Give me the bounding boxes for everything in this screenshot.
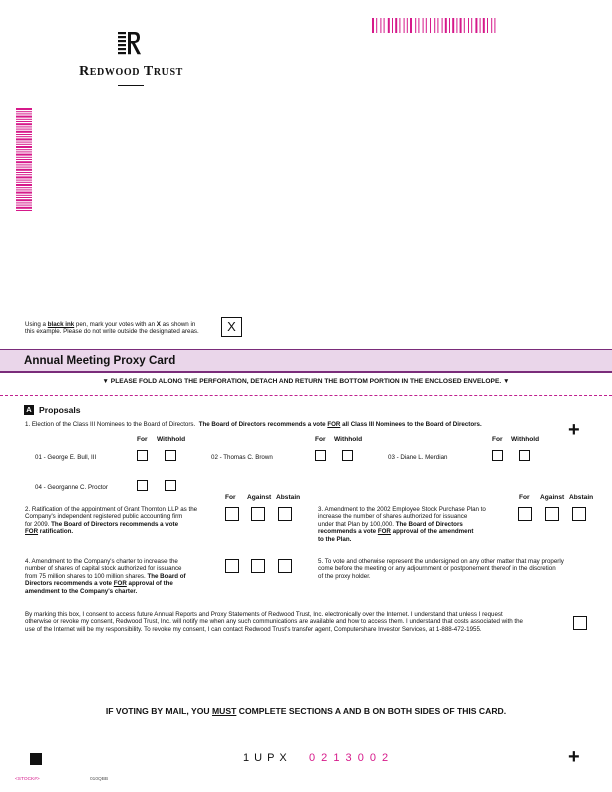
proposal-5-text: 5. To vote and otherwise represent the undersigned on any other matter that may properly come before the meeting or any adjournment or postponement thereof in the discretion of the proxy holder. xyxy=(318,558,564,580)
nominee-02-withhold-checkbox[interactable] xyxy=(342,450,353,461)
nominee-03-for-checkbox[interactable] xyxy=(492,450,503,461)
nominee-name: 03 - Diane L. Merdian xyxy=(388,454,448,461)
mail-notice: IF VOTING BY MAIL, YOU MUST COMPLETE SECTIONS A AND B ON BOTH SIDES OF THIS CARD. xyxy=(105,706,507,716)
col-for-label: For xyxy=(519,494,530,501)
company-logo xyxy=(60,30,202,88)
control-number: 0 2 1 3 0 0 2 xyxy=(309,752,390,764)
plus-icon: + xyxy=(568,419,580,441)
title-band xyxy=(0,349,612,373)
example-mark-box xyxy=(221,317,242,337)
col-for-label: For xyxy=(225,494,236,501)
proposal-4-abstain-checkbox[interactable] xyxy=(278,559,292,573)
col-for-label: For xyxy=(137,436,148,443)
nominee-name: 02 - Thomas C. Brown xyxy=(211,454,273,461)
col-withhold-label: Withhold xyxy=(511,436,540,443)
proposal-4-for-checkbox[interactable] xyxy=(225,559,239,573)
logo-rule xyxy=(118,85,144,86)
nominee-02-for-checkbox[interactable] xyxy=(315,450,326,461)
section-title: Proposals xyxy=(39,405,81,415)
proposal-4-text: 4. Amendment to the Company's charter to increase the number of shares of capital stock authorized for issuance from 75 million shares to 100 million shares. The Board of Directors recommends a vote FOR approval of the amendment to the Company's charter. xyxy=(25,558,186,595)
nominee-01-for-checkbox[interactable] xyxy=(137,450,148,461)
electronic-consent-checkbox[interactable] xyxy=(573,616,587,630)
proposal-3-text: 3. Amendment to the 2002 Employee Stock Purchase Plan to increase the number of shares authorized for issuance under that Plan by 100,000. The Board of Directors recommends a vote FOR approval of the amendment to the Plan. xyxy=(318,506,486,543)
form-code: 1 U P X xyxy=(243,752,288,764)
col-withhold-label: Withhold xyxy=(334,436,363,443)
logo-mark-icon xyxy=(118,30,144,56)
proposal-3-for-checkbox[interactable] xyxy=(518,507,532,521)
proposal-2-against-checkbox[interactable] xyxy=(251,507,265,521)
col-abstain-label: Abstain xyxy=(276,494,301,501)
registration-mark xyxy=(30,753,42,765)
down-arrow-icon: ▼ xyxy=(102,378,109,385)
col-for-label: For xyxy=(492,436,503,443)
job-code: 010QBB xyxy=(90,777,109,782)
col-withhold-label: Withhold xyxy=(157,436,186,443)
top-barcode xyxy=(372,18,540,33)
col-abstain-label: Abstain xyxy=(569,494,594,501)
section-badge: A xyxy=(24,405,34,415)
side-barcode xyxy=(16,108,32,212)
electronic-consent-text: By marking this box, I consent to access future Annual Reports and Proxy Statements of Redwood Trust, Inc. electronically over the Internet. I understand that unless I request otherwise or revoke my consent, Redwood Trust, Inc. will notify me when any such communications are available and how to access them. I understand that costs associated with the use of the Internet will be my responsibility. To revoke my consent, I can contact Redwood Trust's transfer agent, Computershare Investor Services, at 1-888-472-1955. xyxy=(25,611,523,633)
proposal-3-abstain-checkbox[interactable] xyxy=(572,507,586,521)
nominee-name: 04 - Georganne C. Proctor xyxy=(35,484,108,491)
company-name: Redwood Trust xyxy=(79,64,183,79)
page-title: Annual Meeting Proxy Card xyxy=(24,354,176,367)
nominee-name: 01 - George E. Bull, III xyxy=(35,454,97,461)
proposal-1-text: 1. Election of the Class III Nominees to the Board of Directors. The Board of Directors recommends a vote FOR all Class III Nominees to the Board of Directors. xyxy=(25,421,482,428)
col-against-label: Against xyxy=(540,494,565,501)
plus-icon: + xyxy=(568,746,580,768)
col-against-label: Against xyxy=(247,494,272,501)
nominee-04-for-checkbox[interactable] xyxy=(137,480,148,491)
proposal-2-for-checkbox[interactable] xyxy=(225,507,239,521)
example-mark: X xyxy=(227,319,236,334)
proposal-2-abstain-checkbox[interactable] xyxy=(278,507,292,521)
ink-instructions: Using a black ink pen, mark your votes with an X as shown in this example. Please do not write outside the designated areas. xyxy=(25,321,199,336)
proposal-2-text: 2. Ratification of the appointment of Grant Thornton LLP as the Company's independent registered public accounting firm for 2009. The Board of Directors recommends a vote FOR ratification. xyxy=(25,506,198,536)
proposal-3-against-checkbox[interactable] xyxy=(545,507,559,521)
down-arrow-icon: ▼ xyxy=(503,378,510,385)
nominee-03-withhold-checkbox[interactable] xyxy=(519,450,530,461)
perforation-line xyxy=(0,395,612,396)
col-for-label: For xyxy=(315,436,326,443)
nominee-01-withhold-checkbox[interactable] xyxy=(165,450,176,461)
proposal-4-against-checkbox[interactable] xyxy=(251,559,265,573)
nominee-04-withhold-checkbox[interactable] xyxy=(165,480,176,491)
stock-code: <STOCK#> xyxy=(15,777,40,782)
fold-instruction: ▼ PLEASE FOLD ALONG THE PERFORATION, DETACH AND RETURN THE BOTTOM PORTION IN THE ENCLOSED ENVELOPE. ▼ xyxy=(102,378,510,385)
